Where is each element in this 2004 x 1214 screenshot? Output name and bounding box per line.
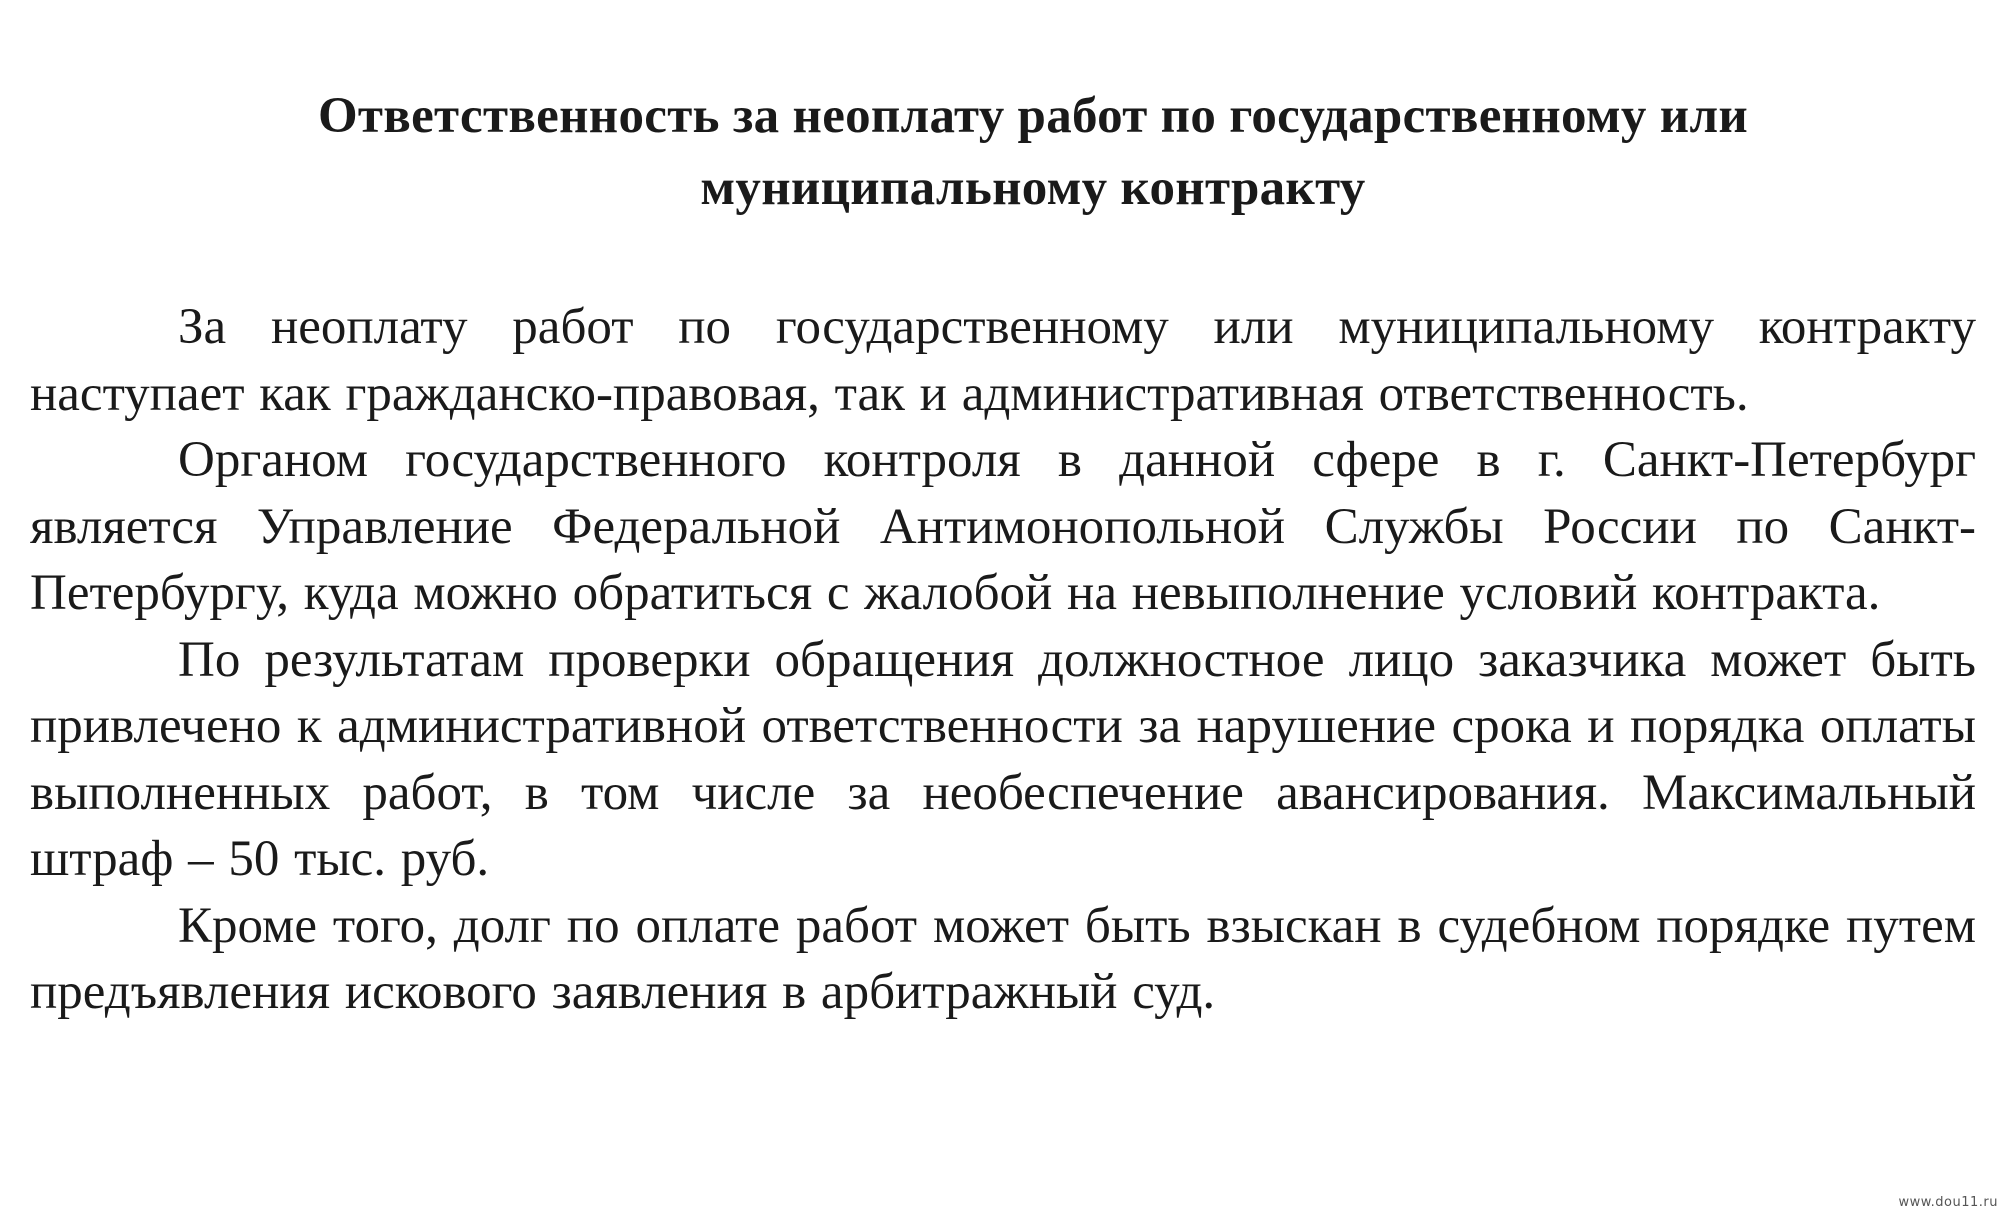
document-title: Ответственность за неоплату работ по государственному или муниципальному контракту	[317, 88, 1749, 216]
paragraph-2: Органом государственного контроля в данной сфере в г. Санкт-Петербург является Управление Федеральной Антимонопольной Службы России по Санкт-Петербургу, куда можно обратиться с жалобой на невыполнение условий контракта.	[30, 432, 1976, 621]
paragraph-4: Кроме того, долг по оплате работ может быть взыскан в судебном порядке путем предъявления искового заявления в арбитражный суд.	[30, 897, 1976, 1020]
paragraph-1: За неоплату работ по государственному или муниципальному контракту наступает как гражданско-правовая, так и административная ответственность.	[30, 299, 1976, 422]
paragraph-3: По результатам проверки обращения должностное лицо заказчика может быть привлечено к административной ответственности за нарушение срока и порядка оплаты выполненных работ, в том числе за необеспечение авансирования. Максимальный штраф – 50 тыс. руб.	[30, 631, 1976, 887]
document-page	[30, 80, 1976, 1026]
document-body	[30, 294, 1976, 1026]
site-watermark: www.dou11.ru	[1898, 1195, 1998, 1210]
